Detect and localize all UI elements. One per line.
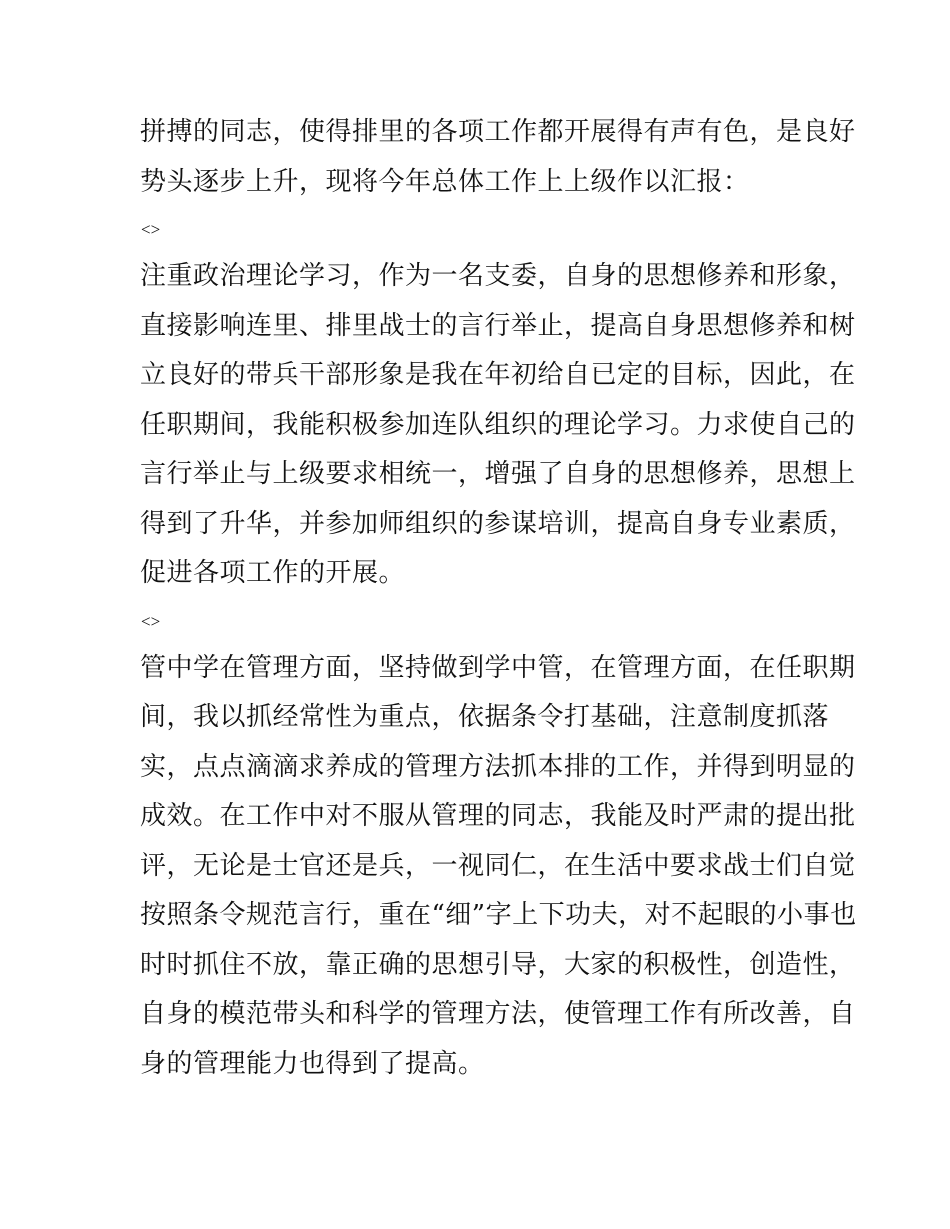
text-line: 直接影响连里、排里战士的言行举止，提高自身思想修养和树	[140, 310, 856, 341]
text-line: 任职期间，我能积极参加连队组织的理论学习。力求使自己的	[140, 409, 856, 440]
text-line: 成效。在工作中对不服从管理的同志，我能及时严肃的提出批	[140, 801, 856, 831]
separator-marker: <>	[141, 220, 161, 239]
text-line: 得到了升华，并参加师组织的参谋培训，提高自身专业素质，	[140, 508, 856, 539]
theory-study-paragraph	[140, 252, 856, 599]
text-line: 间，我以抓经常性为重点，依据条令打基础，注意制度抓落	[140, 702, 830, 732]
text-line: 管中学在管理方面，坚持做到学中管，在管理方面，在任职期	[140, 652, 856, 683]
intro-paragraph	[140, 108, 856, 207]
text-line: 注重政治理论学习，作为一名支委，自身的思想修养和形象，	[140, 261, 856, 291]
document-body	[140, 108, 857, 1089]
text-line: 势头逐步上升，现将今年总体工作上上级作以汇报：	[140, 166, 750, 197]
text-line: 评，无论是士官还是兵，一视同仁，在生活中要求战士们自觉	[140, 850, 856, 881]
text-line: 自身的模范带头和科学的管理方法，使管理工作有所改善，自	[140, 999, 856, 1029]
text-line: 时时抓住不放，靠正确的思想引导，大家的积极性，创造性，	[140, 949, 856, 980]
text-line: 言行举止与上级要求相统一，增强了自身的思想修养，思想上	[140, 459, 856, 489]
text-line: 促进各项工作的开展。	[140, 558, 406, 588]
separator-marker: <>	[141, 611, 161, 631]
text-line: 身的管理能力也得到了提高。	[140, 1048, 485, 1079]
text-line: 立良好的带兵干部形象是我在年初给自已定的目标，因此，在	[140, 360, 856, 390]
text-line: 实，点点滴滴求养成的管理方法抓本排的工作，并得到明显的	[140, 751, 856, 782]
text-line: 按照条令规范言行，重在“细”字上下功夫，对不起眼的小事也	[140, 900, 857, 930]
text-line: 拼搏的同志，使得排里的各项工作都开展得有声有色，是良好	[140, 117, 856, 147]
management-paragraph	[140, 644, 857, 1090]
